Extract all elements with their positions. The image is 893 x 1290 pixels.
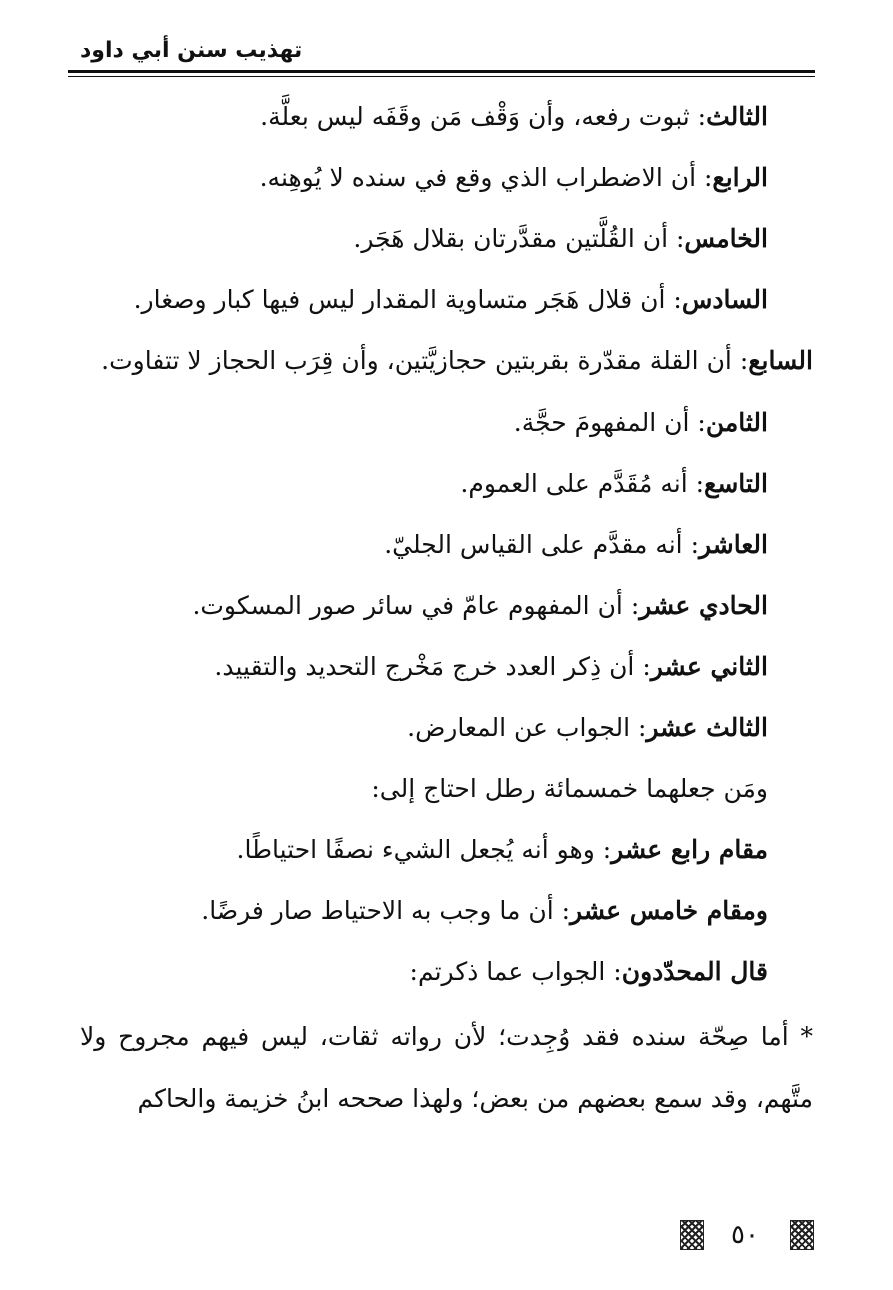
paragraph-lead: العاشر bbox=[699, 530, 768, 559]
paragraph-third bbox=[80, 86, 768, 147]
paragraph-text: : أن الاضطراب الذي وقع في سنده لا يُوهِنه. bbox=[259, 163, 713, 192]
header-rule-thin bbox=[68, 76, 815, 77]
paragraph-text: : الجواب عن المعارض. bbox=[407, 713, 647, 742]
paragraph-fifteenth-station bbox=[80, 880, 768, 941]
paragraph-tenth bbox=[80, 514, 768, 575]
paragraph-twelfth bbox=[80, 636, 768, 697]
ornament-icon bbox=[680, 1220, 704, 1250]
paragraph-lead: الرابع bbox=[712, 163, 768, 192]
paragraph-seventh bbox=[80, 330, 813, 392]
paragraph-eleventh bbox=[80, 575, 768, 636]
paragraph-text: : أن ما وجب به الاحتياط صار فرضًا. bbox=[201, 896, 571, 925]
paragraph-text: : أن قلال هَجَر متساوية المقدار ليس فيها كبار وصغار. bbox=[133, 285, 682, 314]
paragraph-muhaddidun bbox=[80, 941, 768, 1002]
paragraph-lead: السادس bbox=[681, 285, 768, 314]
paragraph-lead: التاسع bbox=[704, 469, 768, 498]
paragraph-ninth bbox=[80, 453, 768, 514]
running-header bbox=[68, 38, 815, 78]
page-body bbox=[80, 86, 813, 1130]
paragraph-lead: السابع bbox=[748, 346, 813, 375]
paragraph-fifth bbox=[80, 208, 768, 269]
paragraph-lead: الثامن bbox=[705, 408, 768, 437]
page-footer bbox=[680, 1220, 820, 1260]
header-rule-thick bbox=[68, 70, 815, 73]
paragraph-text: : أن المفهومَ حجَّة. bbox=[513, 408, 706, 437]
paragraph-text: * أما صِحّة سنده فقد وُجِدت؛ لأن رواته ثقات، ليس فيهم مجروح ولا متَّهم، وقد سمع بعضهم من بعض؛ ولهذا صححه ابنُ خزيمة والحاكم bbox=[80, 1022, 813, 1113]
paragraph-lead: الخامس bbox=[684, 224, 768, 253]
paragraph-lead: الثالث عشر bbox=[646, 713, 768, 742]
paragraph-text: : ثبوت رفعه، وأن وَقْف مَن وقَفَه ليس بعلَّة. bbox=[260, 102, 707, 131]
paragraph-thirteenth bbox=[80, 697, 768, 758]
paragraph-eighth bbox=[80, 392, 768, 453]
paragraph-fourth bbox=[80, 147, 768, 208]
paragraph-text: : وهو أنه يُجعل الشيء نصفًا احتياطًا. bbox=[236, 835, 612, 864]
page-number: ٥٠ bbox=[731, 1220, 759, 1250]
paragraph-sixth bbox=[80, 269, 768, 330]
ornament-icon bbox=[790, 1220, 814, 1250]
paragraph-text: : أن ذِكر العدد خرج مَخْرج التحديد والتقييد. bbox=[214, 652, 651, 681]
paragraph-text: ومَن جعلهما خمسمائة رطل احتاج إلى: bbox=[371, 774, 768, 803]
paragraph-lead: الثاني عشر bbox=[650, 652, 768, 681]
paragraph-five-hundred-ratl bbox=[80, 758, 768, 819]
paragraph-lead: الحادي عشر bbox=[639, 591, 768, 620]
paragraph-text: : أن القلة مقدّرة بقربتين حجازيَّتين، وأن قِرَب الحجاز لا تتفاوت. bbox=[101, 346, 749, 375]
paragraph-text: : أن المفهوم عامّ في سائر صور المسكوت. bbox=[192, 591, 640, 620]
paragraph-sanad-validity bbox=[80, 1006, 813, 1130]
paragraph-lead: الثالث bbox=[706, 102, 768, 131]
paragraph-text: : الجواب عما ذكرتم: bbox=[409, 957, 622, 986]
book-title: تهذيب سنن أبي داود bbox=[80, 38, 303, 63]
paragraph-text: : أنه مقدَّم على القياس الجليّ. bbox=[384, 530, 700, 559]
paragraph-lead: مقام رابع عشر bbox=[611, 835, 768, 864]
paragraph-lead: قال المحدّدون bbox=[621, 957, 768, 986]
paragraph-lead: ومقام خامس عشر bbox=[570, 896, 768, 925]
paragraph-fourteenth-station bbox=[80, 819, 768, 880]
paragraph-text: : أن القُلَّتين مقدَّرتان بقلال هَجَر. bbox=[353, 224, 685, 253]
paragraph-text: : أنه مُقَدَّم على العموم. bbox=[460, 469, 705, 498]
